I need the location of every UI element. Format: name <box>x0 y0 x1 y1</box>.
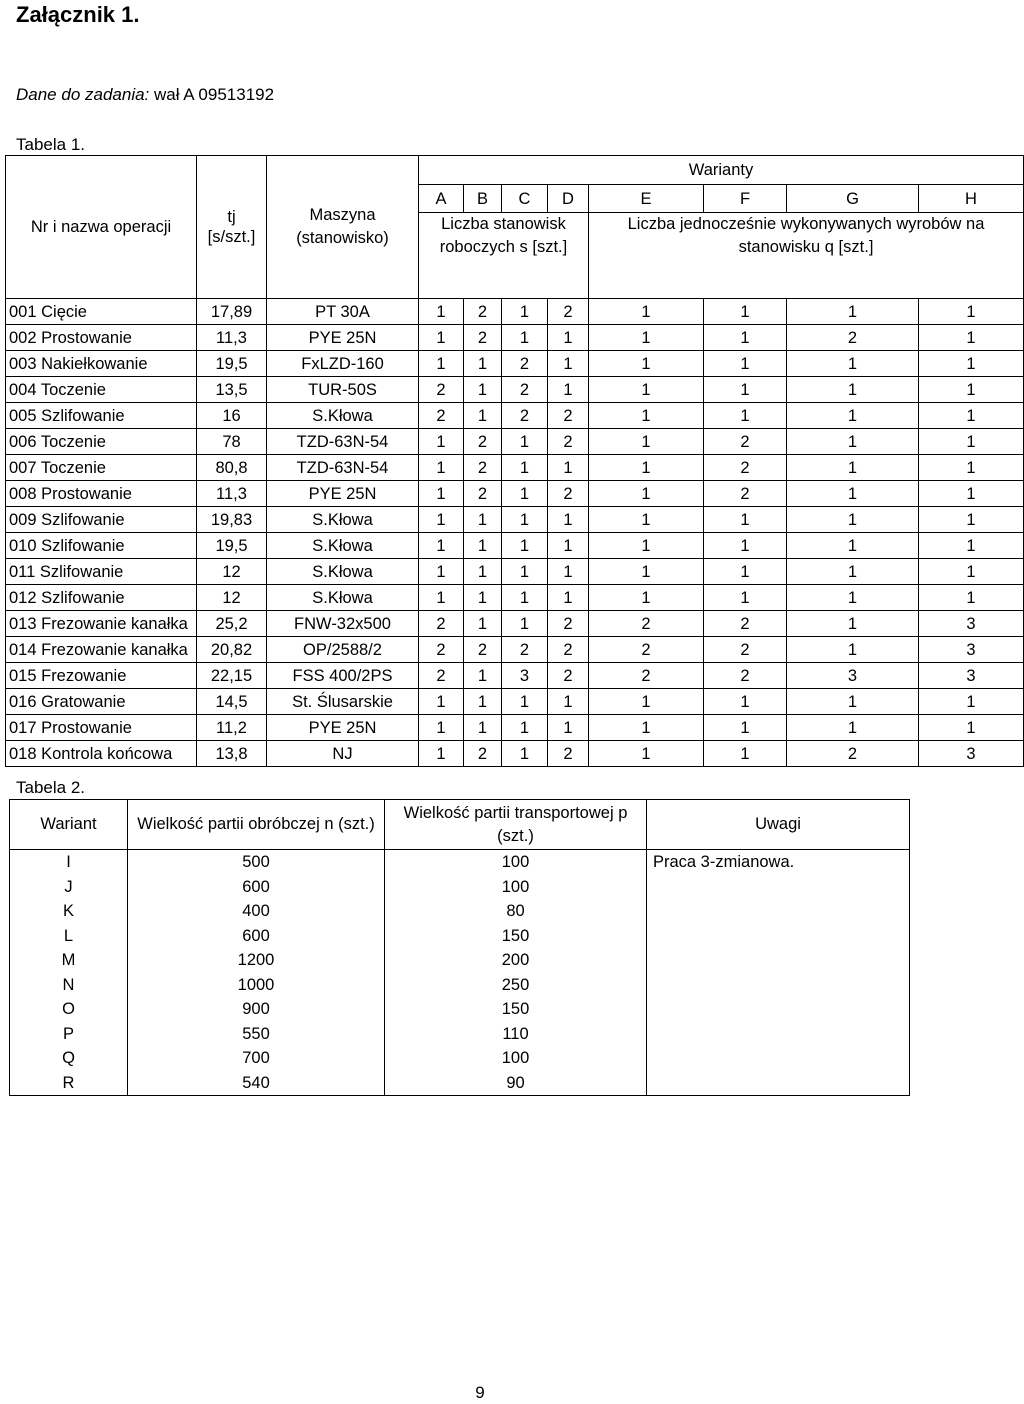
operation-name: 014 Frezowanie kanałka <box>6 637 197 663</box>
variant-value: 1 <box>548 715 589 741</box>
variant-value: 1 <box>919 377 1024 403</box>
variant-value: 1 <box>419 481 464 507</box>
header-variant-g: G <box>787 185 919 213</box>
variant-value: 1 <box>502 689 548 715</box>
variant-row <box>10 924 910 949</box>
variant-value: 2 <box>704 429 787 455</box>
variant-letter: P <box>10 1022 128 1047</box>
operation-time: 14,5 <box>197 689 267 715</box>
variant-value: 2 <box>589 663 704 689</box>
variant-note <box>647 1022 910 1047</box>
operation-time: 12 <box>197 559 267 585</box>
transport-size: 150 <box>385 997 647 1022</box>
variant-row <box>10 899 910 924</box>
operation-time: 11,3 <box>197 325 267 351</box>
operation-name: 010 Szlifowanie <box>6 533 197 559</box>
operation-time: 13,8 <box>197 741 267 767</box>
variant-row <box>10 850 910 875</box>
variant-value: 1 <box>919 403 1024 429</box>
operation-machine: FxLZD-160 <box>267 351 419 377</box>
variant-row <box>10 973 910 998</box>
operation-name: 004 Toczenie <box>6 377 197 403</box>
variant-value: 1 <box>419 325 464 351</box>
variant-value: 1 <box>589 351 704 377</box>
operation-name: 016 Gratowanie <box>6 689 197 715</box>
operation-machine: S.Kłowa <box>267 533 419 559</box>
operation-name: 002 Prostowanie <box>6 325 197 351</box>
variant-value: 1 <box>419 429 464 455</box>
batch-size: 600 <box>128 875 385 900</box>
variant-value: 1 <box>919 559 1024 585</box>
variant-value: 1 <box>548 351 589 377</box>
variant-value: 1 <box>464 663 502 689</box>
operation-time: 16 <box>197 403 267 429</box>
variant-letter: N <box>10 973 128 998</box>
operation-row <box>6 429 1024 455</box>
variant-note <box>647 1071 910 1096</box>
variant-value: 1 <box>787 559 919 585</box>
variant-value: 2 <box>548 299 589 325</box>
variant-value: 3 <box>787 663 919 689</box>
variant-row <box>10 948 910 973</box>
variant-value: 2 <box>548 637 589 663</box>
variant-value: 1 <box>419 689 464 715</box>
variant-value: 1 <box>787 715 919 741</box>
transport-size: 110 <box>385 1022 647 1047</box>
operation-time: 78 <box>197 429 267 455</box>
transport-size: 100 <box>385 850 647 875</box>
operation-row <box>6 377 1024 403</box>
variant-letter: R <box>10 1071 128 1096</box>
variant-value: 1 <box>919 533 1024 559</box>
variant-value: 2 <box>548 403 589 429</box>
operation-machine: FSS 400/2PS <box>267 663 419 689</box>
operation-row <box>6 585 1024 611</box>
header-variant-e: E <box>589 185 704 213</box>
batch-size: 500 <box>128 850 385 875</box>
operation-row <box>6 689 1024 715</box>
operation-row <box>6 533 1024 559</box>
variant-note: Praca 3-zmianowa. <box>647 850 910 875</box>
variant-note <box>647 875 910 900</box>
operation-time: 17,89 <box>197 299 267 325</box>
variant-value: 2 <box>704 611 787 637</box>
operation-time: 20,82 <box>197 637 267 663</box>
variant-row <box>10 875 910 900</box>
table1-caption: Tabela 1. <box>16 135 85 154</box>
variant-value: 1 <box>589 377 704 403</box>
operation-name: 015 Frezowanie <box>6 663 197 689</box>
variant-value: 2 <box>704 481 787 507</box>
transport-size: 90 <box>385 1071 647 1096</box>
operation-name: 008 Prostowanie <box>6 481 197 507</box>
variant-value: 1 <box>787 377 919 403</box>
variant-value: 1 <box>464 689 502 715</box>
header-variant-h: H <box>919 185 1024 213</box>
variant-value: 1 <box>704 507 787 533</box>
variant-value: 2 <box>548 611 589 637</box>
variant-value: 2 <box>548 481 589 507</box>
variant-value: 1 <box>502 559 548 585</box>
variant-value: 1 <box>919 455 1024 481</box>
variant-value: 1 <box>704 715 787 741</box>
operation-time: 25,2 <box>197 611 267 637</box>
variant-value: 2 <box>548 663 589 689</box>
variant-value: 1 <box>787 351 919 377</box>
variant-value: 1 <box>787 507 919 533</box>
variant-value: 1 <box>419 533 464 559</box>
variant-value: 1 <box>502 429 548 455</box>
variant-row <box>10 1046 910 1071</box>
variant-value: 2 <box>464 455 502 481</box>
variant-value: 1 <box>704 325 787 351</box>
operation-row <box>6 455 1024 481</box>
variant-value: 2 <box>589 611 704 637</box>
variant-letter: K <box>10 899 128 924</box>
variant-value: 1 <box>704 741 787 767</box>
variant-value: 2 <box>419 611 464 637</box>
operation-row <box>6 741 1024 767</box>
variant-value: 1 <box>919 429 1024 455</box>
variant-value: 1 <box>589 299 704 325</box>
operation-name: 017 Prostowanie <box>6 715 197 741</box>
variant-value: 2 <box>704 637 787 663</box>
operation-name: 009 Szlifowanie <box>6 507 197 533</box>
operation-machine: PYE 25N <box>267 481 419 507</box>
variant-value: 2 <box>548 429 589 455</box>
operation-machine: S.Kłowa <box>267 403 419 429</box>
operation-row <box>6 663 1024 689</box>
variant-value: 2 <box>464 637 502 663</box>
header-notes: Uwagi <box>647 800 910 850</box>
operation-row <box>6 481 1024 507</box>
transport-size: 100 <box>385 875 647 900</box>
variant-note <box>647 997 910 1022</box>
operation-machine: TZD-63N-54 <box>267 429 419 455</box>
variant-letter: I <box>10 850 128 875</box>
variant-value: 1 <box>589 689 704 715</box>
header-variant-f: F <box>704 185 787 213</box>
operation-name: 011 Szlifowanie <box>6 559 197 585</box>
batch-size: 1200 <box>128 948 385 973</box>
variant-value: 1 <box>502 299 548 325</box>
header-group-q: Liczba jednocześnie wykonywanych wyrobów na stanowisku q [szt.] <box>589 213 1024 299</box>
variant-value: 3 <box>919 663 1024 689</box>
operation-name: 018 Kontrola końcowa <box>6 741 197 767</box>
batch-size-table <box>9 799 910 1096</box>
operation-name: 005 Szlifowanie <box>6 403 197 429</box>
variant-row <box>10 997 910 1022</box>
batch-size: 900 <box>128 997 385 1022</box>
header-operation: Nr i nazwa operacji <box>6 156 197 299</box>
variant-value: 1 <box>419 507 464 533</box>
variant-value: 1 <box>502 507 548 533</box>
header-variant-b: B <box>464 185 502 213</box>
header-tj <box>197 156 267 299</box>
variant-value: 2 <box>787 325 919 351</box>
variant-value: 1 <box>502 325 548 351</box>
operation-time: 19,83 <box>197 507 267 533</box>
variant-value: 1 <box>704 299 787 325</box>
operation-name: 001 Cięcie <box>6 299 197 325</box>
operation-machine: OP/2588/2 <box>267 637 419 663</box>
variant-value: 1 <box>419 741 464 767</box>
page-number: 9 <box>475 1383 485 1402</box>
operation-time: 22,15 <box>197 663 267 689</box>
batch-size: 400 <box>128 899 385 924</box>
batch-size: 550 <box>128 1022 385 1047</box>
variant-value: 3 <box>919 611 1024 637</box>
variant-value: 1 <box>787 455 919 481</box>
variant-value: 1 <box>919 585 1024 611</box>
variant-value: 1 <box>919 325 1024 351</box>
variant-value: 1 <box>548 533 589 559</box>
variant-value: 2 <box>589 637 704 663</box>
variant-value: 3 <box>919 741 1024 767</box>
operation-row <box>6 299 1024 325</box>
variant-value: 1 <box>919 299 1024 325</box>
variant-value: 1 <box>548 559 589 585</box>
variant-letter: M <box>10 948 128 973</box>
variant-value: 1 <box>548 585 589 611</box>
variant-value: 2 <box>464 481 502 507</box>
variant-value: 2 <box>419 663 464 689</box>
variant-value: 1 <box>502 585 548 611</box>
operation-name: 003 Nakiełkowanie <box>6 351 197 377</box>
batch-size: 1000 <box>128 973 385 998</box>
task-data-line <box>16 84 274 106</box>
variant-value: 1 <box>464 351 502 377</box>
operation-time: 12 <box>197 585 267 611</box>
variant-value: 1 <box>548 377 589 403</box>
variant-value: 1 <box>502 481 548 507</box>
variant-value: 1 <box>787 689 919 715</box>
operation-name: 006 Toczenie <box>6 429 197 455</box>
variant-value: 1 <box>419 585 464 611</box>
variant-value: 3 <box>502 663 548 689</box>
variant-value: 2 <box>787 741 919 767</box>
variant-value: 1 <box>589 741 704 767</box>
variant-value: 1 <box>464 611 502 637</box>
variant-note <box>647 948 910 973</box>
transport-size: 250 <box>385 973 647 998</box>
operation-row <box>6 559 1024 585</box>
variant-value: 1 <box>464 559 502 585</box>
page-title: Załącznik 1. <box>16 2 140 27</box>
operation-machine: PYE 25N <box>267 715 419 741</box>
variant-value: 1 <box>919 689 1024 715</box>
header-tj-unit: [s/szt.] <box>207 228 256 246</box>
variant-value: 1 <box>704 351 787 377</box>
transport-size: 150 <box>385 924 647 949</box>
variant-note <box>647 924 910 949</box>
variant-value: 1 <box>589 325 704 351</box>
variant-value: 1 <box>589 455 704 481</box>
variant-value: 1 <box>589 429 704 455</box>
operation-machine: TZD-63N-54 <box>267 455 419 481</box>
operation-machine: NJ <box>267 741 419 767</box>
operation-time: 19,5 <box>197 533 267 559</box>
variant-value: 1 <box>704 585 787 611</box>
operation-machine: TUR-50S <box>267 377 419 403</box>
variant-letter: J <box>10 875 128 900</box>
operation-machine: PYE 25N <box>267 325 419 351</box>
variant-value: 1 <box>589 481 704 507</box>
variant-value: 1 <box>787 481 919 507</box>
variant-value: 1 <box>589 507 704 533</box>
variant-value: 2 <box>704 663 787 689</box>
variant-value: 1 <box>502 715 548 741</box>
variant-value: 1 <box>502 611 548 637</box>
operation-time: 19,5 <box>197 351 267 377</box>
variant-value: 1 <box>464 377 502 403</box>
variant-value: 2 <box>419 403 464 429</box>
variant-value: 1 <box>787 429 919 455</box>
variant-value: 1 <box>919 351 1024 377</box>
variant-value: 1 <box>548 689 589 715</box>
variant-value: 1 <box>419 299 464 325</box>
variant-value: 1 <box>704 559 787 585</box>
variant-value: 1 <box>548 325 589 351</box>
variant-value: 2 <box>502 403 548 429</box>
header-transport-size: Wielkość partii transportowej p (szt.) <box>385 800 647 850</box>
variant-value: 2 <box>464 325 502 351</box>
variant-value: 1 <box>787 611 919 637</box>
variant-value: 1 <box>787 533 919 559</box>
variant-row <box>10 1071 910 1096</box>
header-machine: Maszyna (stanowisko) <box>267 156 419 299</box>
operation-time: 13,5 <box>197 377 267 403</box>
header-variant-c: C <box>502 185 548 213</box>
variant-value: 1 <box>589 715 704 741</box>
header-variant-a: A <box>419 185 464 213</box>
variant-value: 2 <box>419 637 464 663</box>
variant-value: 1 <box>548 455 589 481</box>
variant-value: 2 <box>502 351 548 377</box>
operation-row <box>6 507 1024 533</box>
operation-row <box>6 403 1024 429</box>
operation-name: 012 Szlifowanie <box>6 585 197 611</box>
transport-size: 100 <box>385 1046 647 1071</box>
variant-value: 1 <box>464 533 502 559</box>
variant-value: 2 <box>464 741 502 767</box>
header-variant-d: D <box>548 185 589 213</box>
batch-size: 700 <box>128 1046 385 1071</box>
header-batch-size: Wielkość partii obróbczej n (szt.) <box>128 800 385 850</box>
variant-value: 1 <box>704 533 787 559</box>
variant-value: 1 <box>419 455 464 481</box>
operation-name: 013 Frezowanie kanałka <box>6 611 197 637</box>
variant-note <box>647 1046 910 1071</box>
header-group-s: Liczba stanowisk roboczych s [szt.] <box>419 213 589 299</box>
operation-row <box>6 611 1024 637</box>
transport-size: 200 <box>385 948 647 973</box>
variant-value: 1 <box>589 585 704 611</box>
table2-caption: Tabela 2. <box>16 778 85 797</box>
operation-machine: FNW-32x500 <box>267 611 419 637</box>
variant-value: 1 <box>919 715 1024 741</box>
variant-value: 2 <box>419 377 464 403</box>
task-data-value: wał A 09513192 <box>154 85 275 104</box>
variant-note <box>647 973 910 998</box>
operations-table <box>5 155 1024 767</box>
operation-row <box>6 715 1024 741</box>
variant-value: 1 <box>419 559 464 585</box>
operation-machine: PT 30A <box>267 299 419 325</box>
variant-value: 1 <box>502 455 548 481</box>
variant-value: 1 <box>502 533 548 559</box>
variant-value: 1 <box>419 351 464 377</box>
variant-value: 1 <box>464 715 502 741</box>
variant-value: 1 <box>919 507 1024 533</box>
variant-letter: O <box>10 997 128 1022</box>
header-variants: Warianty <box>419 156 1024 185</box>
operation-time: 11,3 <box>197 481 267 507</box>
batch-size: 600 <box>128 924 385 949</box>
batch-size: 540 <box>128 1071 385 1096</box>
variant-value: 1 <box>419 715 464 741</box>
operation-row <box>6 351 1024 377</box>
variant-letter: Q <box>10 1046 128 1071</box>
variant-value: 1 <box>589 559 704 585</box>
operation-time: 80,8 <box>197 455 267 481</box>
variant-value: 1 <box>787 299 919 325</box>
variant-value: 1 <box>787 403 919 429</box>
variant-value: 1 <box>787 585 919 611</box>
variant-value: 1 <box>704 689 787 715</box>
operation-time: 11,2 <box>197 715 267 741</box>
variant-value: 1 <box>704 403 787 429</box>
variant-value: 1 <box>787 637 919 663</box>
variant-value: 1 <box>464 585 502 611</box>
variant-value: 2 <box>502 377 548 403</box>
variant-value: 2 <box>464 429 502 455</box>
variant-note <box>647 899 910 924</box>
variant-value: 1 <box>464 507 502 533</box>
operation-row <box>6 637 1024 663</box>
variant-value: 2 <box>548 741 589 767</box>
variant-value: 2 <box>704 455 787 481</box>
operation-name: 007 Toczenie <box>6 455 197 481</box>
variant-value: 1 <box>589 533 704 559</box>
variant-value: 2 <box>502 637 548 663</box>
task-data-label: Dane do zadania: <box>16 85 150 104</box>
operation-machine: S.Kłowa <box>267 585 419 611</box>
operation-machine: St. Ślusarskie <box>267 689 419 715</box>
variant-value: 2 <box>464 299 502 325</box>
variant-value: 1 <box>919 481 1024 507</box>
variant-row <box>10 1022 910 1047</box>
variant-value: 1 <box>589 403 704 429</box>
variant-letter: L <box>10 924 128 949</box>
operation-machine: S.Kłowa <box>267 507 419 533</box>
header-tj-symbol: tj <box>227 208 236 226</box>
operation-row <box>6 325 1024 351</box>
variant-value: 1 <box>502 741 548 767</box>
variant-value: 1 <box>548 507 589 533</box>
header-variant: Wariant <box>10 800 128 850</box>
transport-size: 80 <box>385 899 647 924</box>
operation-machine: S.Kłowa <box>267 559 419 585</box>
variant-value: 3 <box>919 637 1024 663</box>
variant-value: 1 <box>704 377 787 403</box>
variant-value: 1 <box>464 403 502 429</box>
